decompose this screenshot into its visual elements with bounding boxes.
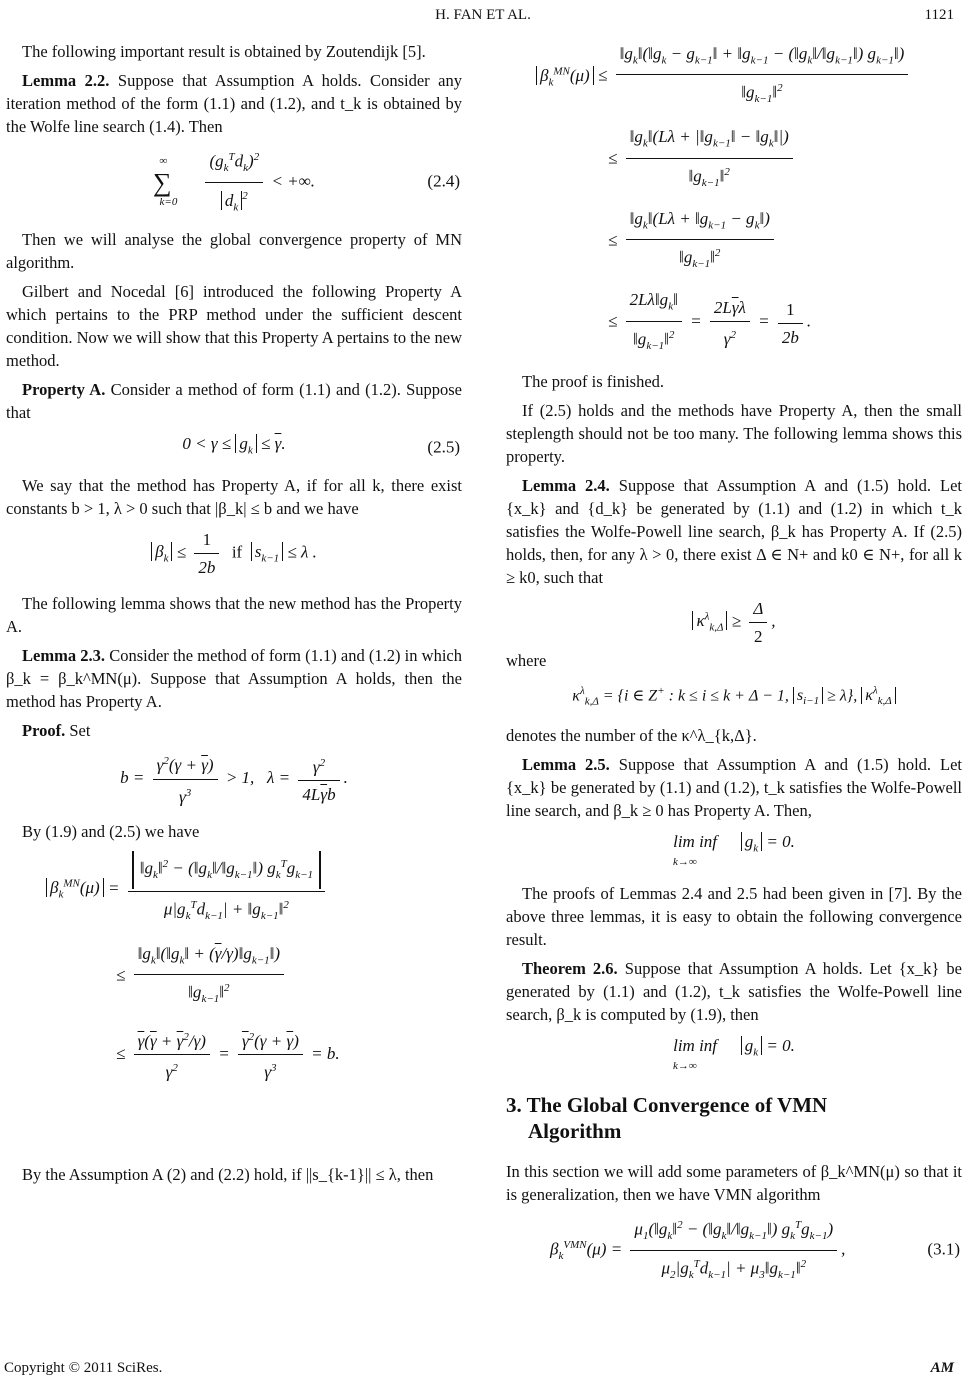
section-heading (506, 1092, 962, 1144)
lemma-title: Lemma 2.2. (22, 71, 110, 90)
paragraph: The proofs of Lemmas 2.4 and 2.5 had been given in [7]. By the above three lemmas, it is easy to obtain the following convergence result. (506, 884, 962, 949)
proof-text: Set (69, 721, 91, 740)
equation-3-1: $\beta_k^{VMN}(\mu)$ = $\frac{\mu_1(‖g_k‖^2 - (‖g_k‖/‖g_{k-1}‖) g_k^Tg_{k-1})}{\mu_2|g_k^Td_{k-1}| + \mu_3‖g_{k-1}‖^2}$ , (3.1) (506, 1214, 962, 1284)
property-a (6, 378, 462, 424)
paragraph: Then we will analyse the global convergence property of MN algorithm. (6, 230, 462, 272)
lemma-2-4 (506, 474, 962, 589)
paragraph: denotes the number of the κ^λ_{k,Δ}. (506, 726, 757, 745)
page-number: 1121 (924, 7, 954, 23)
paragraph: Gilbert and Nocedal [6] introduced the following Property A which pertains to the PRP method under the sufficient descent condition. Now we will show that this Property A pertains to the new method. (6, 282, 462, 370)
right-column (506, 40, 962, 1296)
equation-liminf-2: $\lim inf_{k\to\infty}g_k = 0$. (673, 1036, 795, 1073)
equation-liminf-1: $\lim inf_{k\to\infty}g_k = 0$. (673, 832, 795, 869)
equation-2-4: $\sum_{k=0}^\infty$ $\frac{(g_k^Td_k)^2}{d_k^2}$ < +∞. (2.4) (6, 146, 462, 216)
lemma-text: Consider the method of form (1.1) and (1.2) in which β_k = β_k^MN(μ). Suppose that Assumption A holds, then the method has Property A. (6, 646, 463, 711)
equation-set-b: b = $\frac{\gamma^2(\gamma + \overline{\gamma})}{\gamma^3}$ > 1, λ = $\frac{\gamma^2}{4L\overline{\gamma}b}$ . (6, 750, 462, 808)
equation-label: (2.5) (427, 437, 460, 457)
equation-beta-chain: $\beta_k^{MN}(\mu)$ ≤ $\frac{‖g_k‖(‖g_k - g_{k-1}‖ + ‖g_{k-1} - (‖g_k‖/‖g_{k-1}‖) g_{k-1}‖)}{‖g_{k-1}‖^2}$ ≤ $\frac{‖g_k‖(L\lambda + |‖g_{k-1}‖ - ‖g_k‖|)}{‖g_{k-1}‖^2}$ ≤ $\frac{‖g_k‖(L\lambda + ‖g_{k-1} - g_k‖)}{‖g_{k-1}‖^2}$ ≤ $\frac{2L\lambda‖g_k‖}{‖g_{k-1}‖^2}$ = $\frac{2L\overline{\gamma}\lambda}{\gamma^2}$ = $\frac{1}{2b}$ . (506, 42, 962, 358)
equation-kappa-def: $\kappa^\lambda_{k,\Delta} = \{i$ ∈ Z+ : k ≤ i ≤ k + Δ − 1, $s_{i-1} \ge \lambda$}, $\kappa^\lambda_{k,\Delta}$ (506, 680, 962, 712)
paragraph: If (2.5) holds and the methods have Property A, then the small steplength should not be too many. The following lemma shows this property. (506, 401, 962, 466)
paragraph: By (1.9) and (2.5) we have (22, 822, 200, 841)
section-title-line2: Algorithm (528, 1119, 622, 1143)
paragraph: where (506, 651, 547, 670)
equation-beta-bound: $\beta_k^{MN}(\mu)$ = $\frac{‖g_k‖^2 - (‖g_k‖/‖g_{k-1}‖) g_k^Tg_{k-1}}{\mu|g_k^Td_{k-1}| + ‖g_{k-1}‖^2}$ ≤ $\frac{‖g_k‖(‖g_k‖ + (\overline{\gamma}/\gamma)‖g_{k-1}‖)}{‖g_{k-1}‖^2}$ ≤ $\frac{\overline{\gamma}(\overline{\gamma} + \overline{\gamma}^2/\gamma)}{\gamma^2}$ = $\frac{\overline{\gamma}^2(\gamma + \overline{\gamma})}{\gamma^3}$ = b. (6, 851, 462, 1151)
running-header: H. FAN ET AL. (435, 7, 531, 23)
equation-2-5: $0 < \gamma \le g_k \le \overline{\gamma}$. (2.5) (182, 434, 460, 457)
lemma-title: Lemma 2.4. (522, 476, 610, 495)
lemma-text: Suppose that Assumption A and (1.5) hold. Let {x_k} and {d_k} be generated by (1.1) and (1.2) in which t_k satisfies the Wolfe-Powell line search, β_k has Property A. If (2.5) holds, then, for any λ > 0, there exist Δ ∈ N+ and k0 ∈ N+, for all k ≥ k0, such that (506, 476, 963, 587)
theorem-title: Theorem 2.6. (522, 959, 618, 978)
proof-title: Proof. (22, 721, 66, 740)
theorem-2-6 (506, 957, 962, 1026)
equation-property-a: $\beta_k$ ≤ $\frac{1}{2b}$ if $s_{k-1} \le \lambda$ . (6, 528, 462, 580)
lemma-2-3 (6, 644, 462, 713)
equation-label: (3.1) (927, 1239, 960, 1259)
lemma-text: Suppose that Assumption A and (1.5) hold. Let {x_k} be generated by (1.1) and (1.2), t_k satisfies the Wolfe-Powell line search, and β_k ≥ 0 has Property A. Then, (506, 755, 963, 820)
paragraph: The following important result is obtained by Zoutendijk [5]. (22, 42, 426, 61)
lemma-title: Lemma 2.5. (522, 755, 610, 774)
section-title-line1: 3. The Global Convergence of VMN (506, 1093, 828, 1117)
paragraph: In this section we will add some parameters of β_k^MN(μ) so that it is generalization, then we have VMN algorithm (506, 1162, 962, 1204)
lemma-2-5 (506, 753, 962, 822)
paragraph: The proof is finished. (522, 372, 665, 391)
paragraph: By the Assumption A (2) and (2.2) hold, if ||s_{k-1}|| ≤ λ, then (22, 1165, 434, 1184)
lemma-text: Suppose that Assumption A holds. Consider any iteration method of the form (1.1) and (1.2), and t_k is obtained by the Wolfe line search (1.4). Then (6, 71, 462, 136)
paragraph: The following lemma shows that the new method has the Property A. (6, 594, 462, 636)
left-column (6, 40, 462, 1192)
lemma-title: Lemma 2.3. (22, 646, 105, 665)
lemma-2-2 (6, 69, 462, 138)
property-title: Property A. (22, 380, 106, 399)
proof (6, 719, 462, 742)
copyright: Copyright © 2011 SciRes. (4, 1360, 163, 1376)
equation-kappa: $\kappa^\lambda_{k,\Delta}$ ≥ $\frac{\Delta}{2}$ , (506, 597, 962, 637)
journal-abbrev: AM (930, 1360, 954, 1376)
theorem-text: Suppose that Assumption A holds. Let {x_k} be generated by (1.1) and (1.2), t_k satisfies the Wolfe-Powell line search, β_k is computed by (1.9), then (506, 959, 963, 1024)
equation-label: (2.4) (427, 171, 460, 191)
paragraph: We say that the method has Property A, if for all k, there exist constants b > 1, λ > 0 such that |β_k| ≤ b and we have (6, 476, 462, 518)
property-text: Consider a method of form (1.1) and (1.2). Suppose that (6, 380, 463, 422)
